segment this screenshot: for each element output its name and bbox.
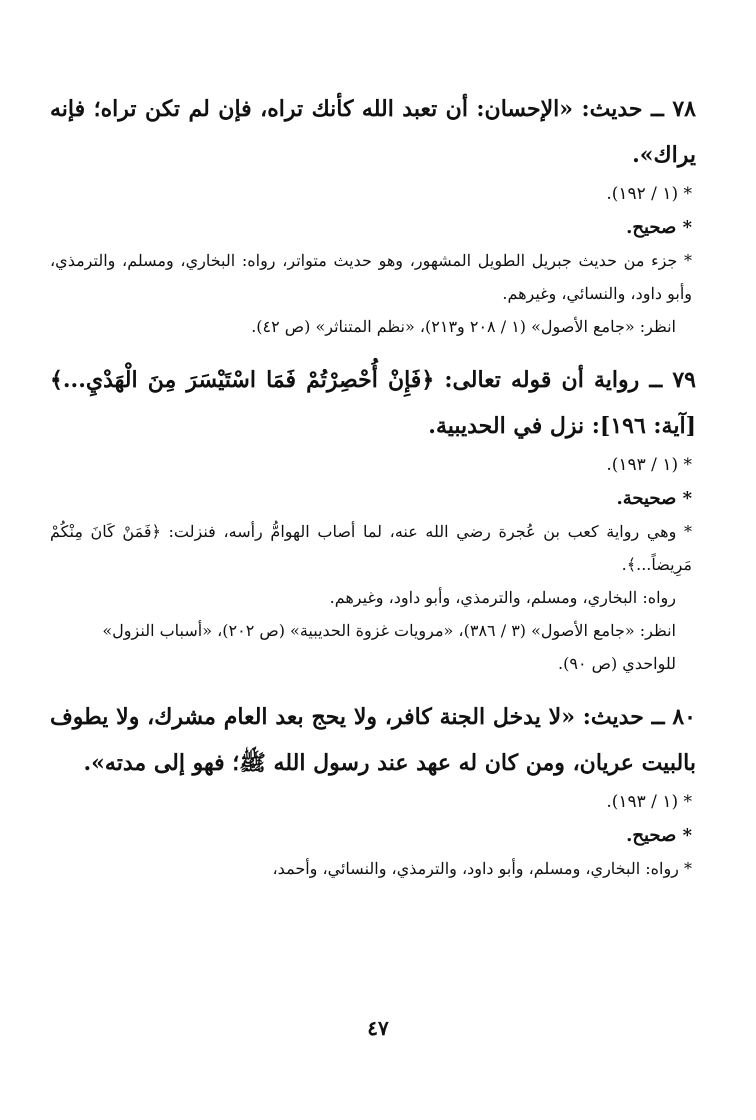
entry-note: * وهي رواية كعب بن عُجرة رضي الله عنه، لما أصاب الهوامُّ رأسه، فنزلت: ﴿فَمَنْ كَانَ مِنْكُمْ مَرِيضاً...﴾. (50, 522, 692, 574)
entry-heading: ٧٨ ــ حديث: «الإحسان: أن تعبد الله كأنك تراه، فإن لم تكن تراه؛ فإنه يراك». (50, 96, 696, 168)
grade-label: * صحيح. (626, 217, 692, 238)
page-number: ٤٧ (367, 1016, 389, 1040)
hadith-entry-80 (50, 694, 696, 885)
see-reference: انظر: «جامع الأصول» (٣ / ٣٨٦)، «مرويات غزوة الحديبية» (ص ٢٠٢)، «أسباب النزول» للواحدي (ص ٩٠). (102, 621, 676, 673)
hadith-entry-79 (50, 357, 696, 680)
grade-label: * صحيح. (626, 825, 692, 846)
volume-reference: * (١ / ١٩٣). (606, 455, 692, 475)
entry-note: * رواه: البخاري، ومسلم، وأبو داود، والترمذي، والنسائي، وأحمد، (272, 859, 692, 878)
volume-reference: * (١ / ١٩٣). (606, 792, 692, 812)
entry-note: * جزء من حديث جبريل الطويل المشهور، وهو حديث متواتر، رواه: البخاري، ومسلم، والترمذي، وأبو داود، والنسائي، وغيرهم. (50, 251, 692, 303)
entry-heading: ٨٠ ــ حديث: «لا يدخل الجنة كافر، ولا يحج بعد العام مشرك، ولا يطوف بالبيت عريان، ومن كان له عهد عند رسول الله ﷺ؛ فهو إلى مدته». (50, 704, 696, 776)
document-page (50, 78, 696, 885)
see-reference: انظر: «جامع الأصول» (١ / ٢٠٨ و٢١٣)، «نظم المتناثر» (ص ٤٢). (251, 317, 676, 336)
grade-label: * صحيحة. (616, 488, 692, 509)
narrators-list: رواه: البخاري، ومسلم، والترمذي، وأبو داود، وغيرهم. (329, 588, 676, 607)
volume-reference: * (١ / ١٩٢). (606, 184, 692, 204)
hadith-entry-78 (50, 86, 696, 343)
entry-heading: ٧٩ ــ رواية أن قوله تعالى: ﴿فَإِنْ أُحْصِرْتُمْ فَمَا اسْتَيْسَرَ مِنَ الْهَدْيِ...﴾ [آية: ١٩٦]: نزل في الحديبية. (50, 367, 696, 439)
